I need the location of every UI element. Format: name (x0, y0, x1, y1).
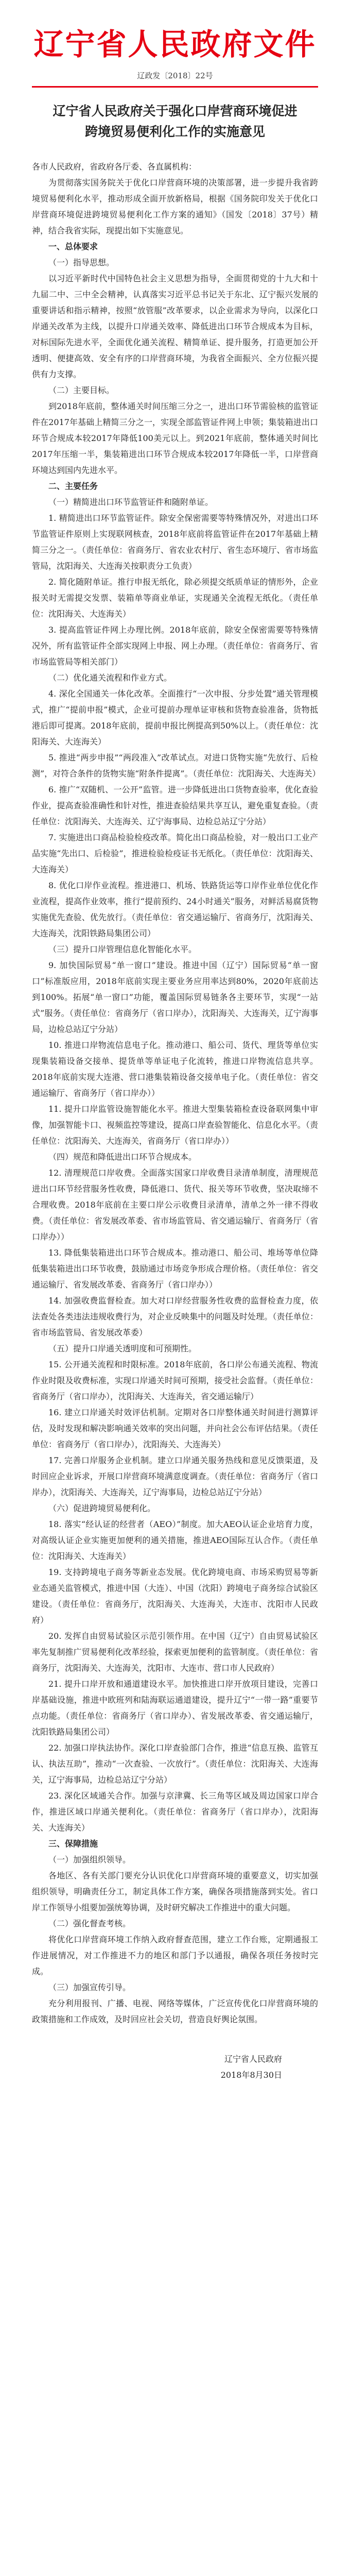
body-paragraph: 10. 推进口岸物流信息电子化。推动港口、船公司、货代、理货等单位实现集装箱设备交接单、提货单等单证电子化流转，推进口岸物流信息共享。2018年底前实现大连港、营口港集装箱设备交接单电子化。（责任单位：省交通运输厅、省商务厅（省口岸办）） (32, 1040, 318, 1098)
body-paragraph: 17. 完善口岸服务企业机制。建立口岸通关服务热线和意见反馈渠道，及时回应企业诉求，开展口岸营商环境满意度调查。（责任单位：省商务厅（省口岸办），沈阳海关、大连海关，辽宁海事局，边检总站辽宁分站） (32, 1455, 318, 1497)
body-paragraph: （三）提升口岸管理信息化智能化水平。 (48, 944, 197, 954)
body-paragraph: 15. 公开通关流程和时限标准。2018年底前，各口岸公布通关流程、物流作业时限及收费标准，实现口岸通关时间可预期，接受社会监督。（责任单位：省商务厅（省口岸办），沈阳海关、大连海关，省交通运输厅） (32, 1360, 318, 1401)
body-paragraph: 到2018年底前，整体通关时间压缩三分之一，进出口环节需验核的监管证件在2017年基础上精简三分之一，实现全部监管证件网上申领；集装箱进出口环节合规成本较2017年降低100美元以上。到2021年底前，整体通关时间比2017年压缩一半，集装箱进出口环节合规成本较2017年降低一半，口岸营商环境达到国内先进水平。 (32, 401, 318, 475)
body-paragraph: （四）规范和降低进出口环节合规成本。 (48, 1152, 197, 1162)
section-heading: 一、总体要求 (48, 242, 98, 251)
section-heading: 二、主要任务 (48, 481, 98, 491)
body-paragraph: 4. 深化全国通关一体化改革。全面推行“一次申报、分步处置”通关管理模式，推广“提前申报”模式，企业可提前办理单证审核和货物查验准备，货物抵港后即可提离。2018年底前，提前申报比例提高到50%以上。（责任单位：沈阳海关、大连海关） (32, 689, 318, 747)
body-paragraph: 3. 提高监管证件网上办理比例。2018年底前，除安全保密需要等特殊情况外，所有监管证件全部实现网上申报、网上办理。（责任单位：省商务厅、省市场监管局等相关部门） (32, 625, 318, 667)
body-paragraph: 12. 清理规范口岸收费。全面落实国家口岸收费目录清单制度，清理规范进出口环节经营服务性收费，降低港口、货代、报关等环节收费，坚决取缔不合理收费。2018年底前在主要口岸公示收费目录清单，清单之外一律不得收费。（责任单位：省发展改革委、省市场监管局、省交通运输厅、省商务厅（省口岸办）） (32, 1168, 318, 1242)
document-title: 辽宁省人民政府关于强化口岸营商环境促进跨境贸易便利化工作的实施意见 (52, 104, 297, 139)
body-paragraph: 将优化口岸营商环境工作纳入政府督查范围，建立工作台账，定期通报工作进展情况，对工作推进不力的地区和部门予以通报，确保各项任务按时完成。 (32, 1935, 318, 1976)
document-masthead: 辽宁省人民政府文件 (33, 27, 317, 62)
body-paragraph: （二）优化通关流程和作业方式。 (48, 673, 172, 683)
body-paragraph: 23. 深化区域通关合作。加强与京津冀、长三角等区域及周边国家口岸合作，推进区域口岸通关便利化。（责任单位：省商务厅（省口岸办），沈阳海关、大连海关） (32, 1791, 318, 1833)
body-paragraph: 22. 加强口岸执法协作。深化口岸查验部门合作，推进“信息互换、监管互认、执法互助”，推动“一次查验、一次放行”。（责任单位：沈阳海关、大连海关，辽宁海事局，边检总站辽宁分站） (32, 1743, 318, 1785)
body-paragraph: 以习近平新时代中国特色社会主义思想为指导，全面贯彻党的十九大和十九届二中、三中全会精神，认真落实习近平总书记关于东北、辽宁振兴发展的重要讲话和指示精神，按照“放管服”改革要求，以企业需求为导向，以深化口岸通关改革为主线，以提升口岸通关效率、降低进出口环节合规成本为目标，对标国际先进水平，全面优化通关流程、精简单证、提升服务，打造更加公开透明、便捷高效、安全有序的口岸营商环境，为我省全面振兴、全方位振兴提供有力支撑。 (32, 274, 318, 379)
body-paragraph: 6. 推广“双随机、一公开”监管。进一步降低进出口货物查验率，优化查验作业，提高查验准确性和针对性，推进查验结果共享互认，避免重复查验。（责任单位：沈阳海关、大连海关、辽宁海事局、边检总站辽宁分站） (32, 785, 318, 826)
body-paragraph: （一）加强组织领导。 (48, 1855, 131, 1865)
body-paragraph: （二）主要目标。 (48, 385, 115, 395)
red-divider-line (32, 86, 318, 88)
body-paragraph: （一）精简进出口环节监管证件和随附单证。 (48, 497, 214, 507)
body-paragraph: 1. 精简进出口环节监管证件。除安全保密需要等特殊情况外，对进出口环节监管证件原则上实现联网核查，2018年底前将监管证件在2017年基础上精简三分之一。（责任单位：省商务厅、省农业农村厅、省生态环境厅、省市场监管局，沈阳海关、大连海关按职责分工负责） (32, 513, 318, 571)
body-paragraph: 21. 提升口岸开放和通道建设水平。加快推进口岸开放项目建设，完善口岸基础设施，推进中欧班列和陆海联运通道建设，提升辽宁“一带一路”重要节点功能。（责任单位：省商务厅（省口岸办）、省发展改革委、省交通运输厅，沈阳铁路局集团公司） (32, 1679, 318, 1737)
body-paragraph: 8. 优化口岸作业流程。推进港口、机场、铁路货运等口岸作业单位优化作业流程，提高作业效率，推行“提前预约、24小时通关”服务，对鲜活易腐货物实施优先查验、优先放行。（责任单位：省交通运输厅、省商务厅，沈阳海关、大连海关，沈阳铁路局集团公司） (32, 880, 318, 938)
section-heading: 三、保障措施 (48, 1839, 98, 1849)
body-paragraph: 5. 推进“两步申报”“两段准入”改革试点。对进口货物实施“先放行、后检测”，对符合条件的货物实施“附条件提离”。（责任单位：沈阳海关、大连海关） (32, 753, 321, 778)
body-paragraph: （六）促进跨境贸易便利化。 (48, 1503, 156, 1513)
body-paragraph: 16. 建立口岸通关时效评估机制。定期对各口岸整体通关时间进行测算评估，及时发现和解决影响通关效率的突出问题，并向社会公布评估结果。（责任单位：省商务厅（省口岸办），沈阳海关、大连海关） (32, 1408, 318, 1449)
signature-org: 辽宁省人民政府 (224, 2054, 282, 2064)
body-paragraph: 9. 加快国际贸易“单一窗口”建设。推进中国（辽宁）国际贸易“单一窗口”标准版应用，2018年底前实现主要业务应用率达到80%，2020年底前达到100%。拓展“单一窗口”功能，覆盖国际贸易链条各主要环节，实现“一站式”服务。（责任单位：省商务厅（省口岸办），沈阳海关、大连海关，辽宁海事局，边检总站辽宁分站） (32, 960, 318, 1034)
body-paragraph: 为贯彻落实国务院关于优化口岸营商环境的决策部署，进一步提升我省跨境贸易便利化水平，推动形成全面开放新格局，根据《国务院印发关于优化口岸营商环境促进跨境贸易便利化工作方案的通知》（国发〔2018〕37号）精神，结合我省实际，现提出如下实施意见。 (32, 178, 318, 235)
body-paragraph: 2. 简化随附单证。推行申报无纸化，除必须提交纸质单证的情形外，企业报关时无需提交发票、装箱单等商业单证，实现通关全流程无纸化。（责任单位：沈阳海关、大连海关） (32, 577, 318, 619)
body-paragraph: 13. 降低集装箱进出口环节合规成本。推动港口、船公司、堆场等单位降低集装箱进出口环节收费，鼓励通过市场竞争形成合理价格。（责任单位：省交通运输厅、省发展改革委、省商务厅（省口岸办）） (32, 1248, 318, 1290)
body-paragraph: （一）指导思想。 (48, 258, 115, 267)
body-paragraph: 充分利用报刊、广播、电视、网络等媒体，广泛宣传优化口岸营商环境的政策措施和工作成效，及时回应社会关切，营造良好舆论氛围。 (32, 1998, 318, 2024)
body-paragraph: 各地区、各有关部门要充分认识优化口岸营商环境的重要意义，切实加强组织领导，明确责任分工，制定具体工作方案，确保各项措施落到实处。省口岸工作领导小组要加强统筹协调，及时研究解决工作推进中的重大问题。 (32, 1871, 318, 1912)
body-paragraph: （三）加强宣传引导。 (48, 1982, 131, 1992)
body-paragraph: 14. 加强收费监督检查。加大对口岸经营服务性收费的监督检查力度，依法查处各类违法违规收费行为，对企业反映集中的问题及时处理。（责任单位：省市场监管局、省发展改革委） (32, 1296, 318, 1337)
body-paragraph: 20. 发挥自由贸易试验区示范引领作用。在中国（辽宁）自由贸易试验区率先复制推广贸易便利化改革经验，探索更加便利的监管制度。（责任单位：省商务厅，沈阳海关、大连海关，沈阳市、大连市、营口市人民政府） (32, 1631, 318, 1673)
body-paragraph: 11. 提升口岸监管设施智能化水平。推进大型集装箱检查设备联网集中审像，加强智能卡口、视频监控等建设，提高口岸查验智能化、信息化水平。（责任单位：沈阳海关、大连海关，省商务厅（省口岸办）） (32, 1104, 318, 1146)
body-paragraph: 19. 支持跨境电子商务等新业态发展。优化跨境电商、市场采购贸易等新业态通关监管模式，推进中国（大连）、中国（沈阳）跨境电子商务综合试验区建设。（责任单位：省商务厅，沈阳海关、大连海关，大连市、沈阳市人民政府） (32, 1567, 318, 1625)
document-body (32, 175, 321, 2027)
signature-date: 2018年8月30日 (220, 2070, 282, 2080)
body-paragraph: 18. 落实“经认证的经营者（AEO）”制度。加大AEO认证企业培育力度，对高级认证企业实施更加便利的通关措施，推进AEO国际互认合作。（责任单位：沈阳海关、大连海关） (32, 1519, 318, 1561)
body-paragraph: 7. 实施进出口商品检验检疫改革。简化出口商品检验，对一般出口工业产品实施“先出口、后检验”，推进检验检疫证书无纸化。（责任单位：沈阳海关、大连海关） (32, 833, 318, 874)
addressee-line: 各市人民政府，省政府各厅委、各直属机构： (32, 162, 197, 172)
document-number: 辽政发〔2018〕22号 (137, 71, 213, 80)
body-paragraph: （五）提升口岸通关透明度和可预期性。 (48, 1344, 197, 1353)
body-paragraph: （二）强化督查考核。 (48, 1919, 131, 1928)
signature-block (32, 2051, 318, 2083)
